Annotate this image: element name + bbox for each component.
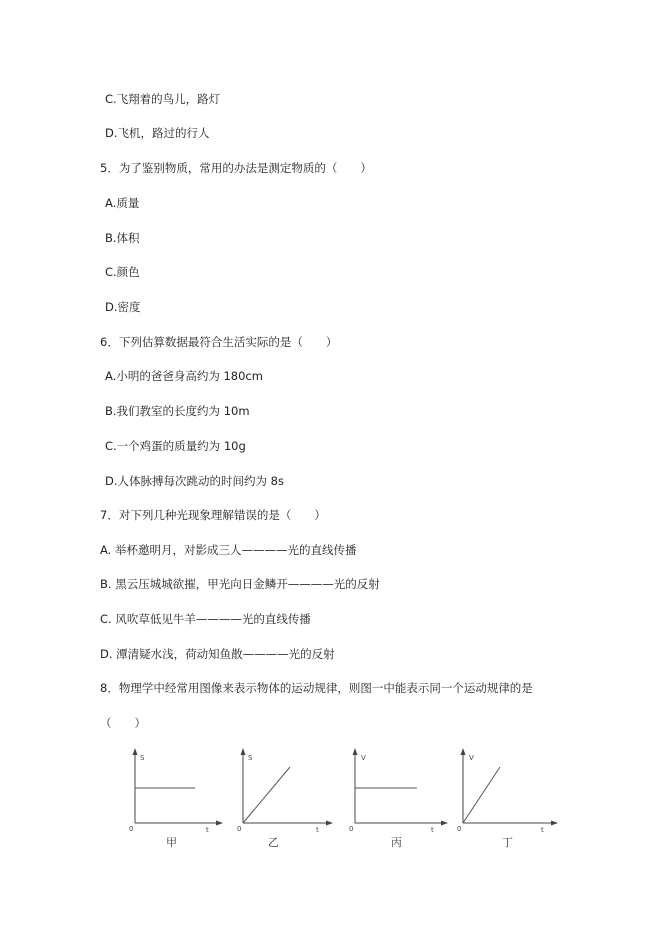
question-5-option-b: B.体积 (105, 231, 140, 245)
graph-yi-caption: 乙 (268, 836, 279, 849)
graph-bing (345, 745, 450, 855)
graph-jia-plot (120, 745, 225, 833)
question-6-option-b: B.我们教室的长度约为 10m (105, 404, 250, 418)
graph-jia-ylabel: S (140, 754, 145, 762)
question-4-option-d: D.飞机，路过的行人 (105, 126, 210, 140)
question-8-text: 8．物理学中经常用图像来表示物体的运动规律，则图一中能表示同一个运动规律的是 (100, 681, 533, 695)
question-6-text: 6．下列估算数据最符合生活实际的是（ ） (100, 335, 338, 349)
question-5-option-a: A.质量 (105, 196, 140, 210)
question-7-option-b: B. 黑云压城城欲摧，甲光向日金鳞开————光的反射 (100, 577, 380, 591)
graph-ding-origin: 0 (457, 825, 462, 833)
question-6-option-c: C.一个鸡蛋的质量约为 10g (105, 439, 246, 453)
graph-yi-plot (230, 745, 335, 833)
graph-yi-origin: 0 (237, 825, 242, 833)
question-6-option-d: D.人体脉搏每次跳动的时间约为 8s (105, 474, 284, 488)
question-4-option-c: C.飞翔着的鸟儿，路灯 (105, 92, 221, 106)
graph-yi-xlabel: t (316, 826, 319, 833)
graph-bing-caption: 丙 (391, 836, 402, 849)
graph-jia (120, 745, 225, 855)
graph-ding-caption: 丁 (502, 836, 513, 849)
question-7-option-a: A. 举杯邀明月，对影成三人————光的直线传播 (100, 543, 357, 557)
motion-graphs-figure (120, 745, 560, 855)
graph-bing-origin: 0 (349, 825, 354, 833)
question-7-text: 7．对下列几种光现象理解错误的是（ ） (100, 508, 326, 522)
question-8-answer-blank: （ ） (100, 716, 146, 730)
graph-bing-ylabel: V (361, 754, 366, 762)
question-7-option-c: C. 风吹草低见牛羊————光的直线传播 (100, 612, 311, 626)
graph-ding (455, 745, 560, 855)
graph-yi (230, 745, 335, 855)
graph-ding-plot (455, 745, 560, 833)
question-6-option-a: A.小明的爸爸身高约为 180cm (105, 369, 263, 383)
graph-bing-xlabel: t (431, 826, 434, 833)
question-5-option-c: C.颜色 (105, 265, 140, 279)
question-7-option-d: D. 潭清疑水浅，荷动知鱼散————光的反射 (100, 647, 335, 661)
graph-bing-plot (345, 745, 450, 833)
graph-ding-ylabel: V (469, 754, 474, 762)
graph-jia-caption: 甲 (166, 836, 177, 849)
graph-yi-ylabel: S (248, 754, 253, 762)
graph-ding-xlabel: t (541, 826, 544, 833)
graph-jia-origin: 0 (129, 825, 134, 833)
question-5-text: 5．为了鉴别物质，常用的办法是测定物质的（ ） (100, 161, 372, 175)
question-5-option-d: D.密度 (105, 300, 141, 314)
graph-jia-xlabel: t (206, 826, 209, 833)
